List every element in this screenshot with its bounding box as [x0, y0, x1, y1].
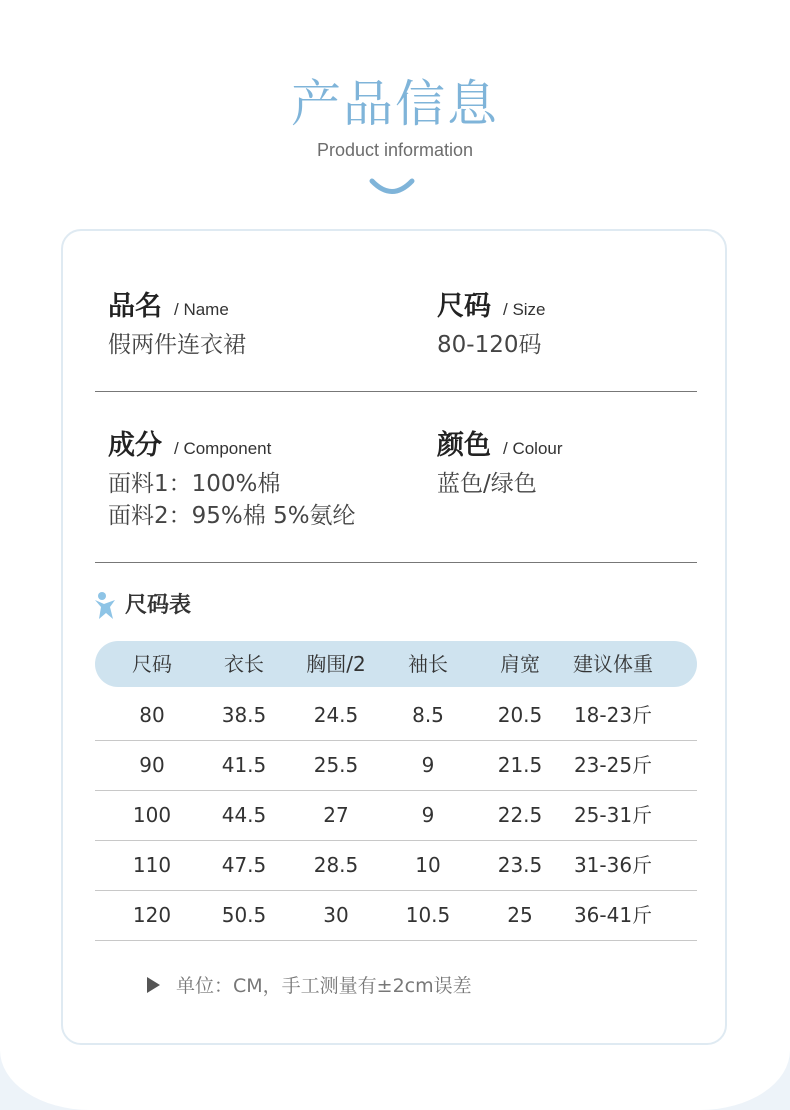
- info-size-label-en: / Size: [503, 300, 546, 319]
- info-name: [108, 289, 246, 361]
- size-table-body: [95, 691, 697, 941]
- measurement-note-text: 单位：CM，手工测量有±2cm误差: [176, 975, 472, 997]
- size-table-header-cell: 建议体重: [573, 652, 653, 676]
- table-cell: 100: [132, 803, 172, 827]
- product-info-card: [61, 229, 727, 1045]
- table-cell: 18-23斤: [573, 703, 653, 727]
- table-cell: 25-31斤: [573, 803, 653, 827]
- info-colour: [437, 428, 563, 500]
- table-cell: 44.5: [221, 803, 267, 827]
- table-cell: 28.5: [313, 853, 359, 877]
- size-table-header-cell: 衣长: [224, 652, 264, 676]
- info-name-value: 假两件连衣裙: [108, 332, 246, 358]
- table-cell: 8.5: [412, 703, 444, 727]
- info-size-label: [437, 289, 546, 325]
- info-name-label-cn: 品名: [108, 291, 162, 322]
- table-cell: 80: [139, 703, 165, 727]
- table-cell: 21.5: [497, 753, 543, 777]
- table-cell: 10: [415, 853, 441, 877]
- table-cell: 90: [139, 753, 165, 777]
- table-row: [95, 791, 697, 841]
- table-cell: 23.5: [497, 853, 543, 877]
- table-cell: 24.5: [313, 703, 359, 727]
- triangle-right-icon: [147, 977, 160, 993]
- table-cell: 120: [132, 903, 172, 927]
- table-cell: 47.5: [221, 853, 267, 877]
- size-table-header-cell: 尺码: [132, 652, 172, 676]
- page-subtitle: Product information: [316, 140, 474, 160]
- size-table-header-cell: 胸围/2: [306, 652, 366, 676]
- table-cell: 31-36斤: [573, 853, 653, 877]
- table-row: [95, 691, 697, 741]
- size-table-header-cell: 肩宽: [500, 652, 540, 676]
- info-component-label: [108, 428, 356, 464]
- table-cell: 20.5: [497, 703, 543, 727]
- divider: [95, 562, 697, 563]
- table-cell: 25: [507, 903, 533, 927]
- info-name-label: [108, 289, 246, 325]
- info-colour-label-cn: 颜色: [437, 430, 491, 461]
- info-component-label-cn: 成分: [108, 430, 162, 461]
- table-cell: 30: [323, 903, 349, 927]
- info-component-value-1: 面料1：100%棉: [108, 471, 281, 497]
- table-cell: 10.5: [405, 903, 451, 927]
- size-chart-title: 尺码表: [125, 593, 192, 618]
- table-row: [95, 741, 697, 791]
- info-name-label-en: / Name: [174, 300, 229, 319]
- info-size-value: 80-120码: [437, 332, 542, 358]
- info-size-label-cn: 尺码: [437, 291, 491, 322]
- size-table-header: [95, 641, 697, 687]
- table-cell: 110: [132, 853, 172, 877]
- table-cell: 41.5: [221, 753, 267, 777]
- page-title: 产品信息: [291, 75, 499, 133]
- child-figure-icon: [93, 591, 119, 621]
- divider: [95, 391, 697, 392]
- smile-icon: [368, 176, 416, 198]
- table-cell: 36-41斤: [573, 903, 653, 927]
- info-component-value-2: 面料2：95%棉 5%氨纶: [108, 503, 356, 529]
- info-component: [108, 428, 356, 532]
- table-row: [95, 841, 697, 891]
- table-row: [95, 891, 697, 941]
- size-chart-heading: [93, 591, 191, 621]
- table-cell: 27: [323, 803, 349, 827]
- table-cell: 9: [421, 803, 435, 827]
- info-component-label-en: / Component: [174, 439, 272, 458]
- info-size: [437, 289, 546, 361]
- table-cell: 38.5: [221, 703, 267, 727]
- info-colour-value: 蓝色/绿色: [437, 471, 537, 497]
- measurement-note: [147, 971, 472, 998]
- table-cell: 22.5: [497, 803, 543, 827]
- table-cell: 50.5: [221, 903, 267, 927]
- info-colour-label-en: / Colour: [503, 439, 563, 458]
- table-cell: 25.5: [313, 753, 359, 777]
- info-colour-label: [437, 428, 563, 464]
- table-cell: 9: [421, 753, 435, 777]
- table-cell: 23-25斤: [573, 753, 653, 777]
- size-table-header-cell: 袖长: [408, 652, 448, 676]
